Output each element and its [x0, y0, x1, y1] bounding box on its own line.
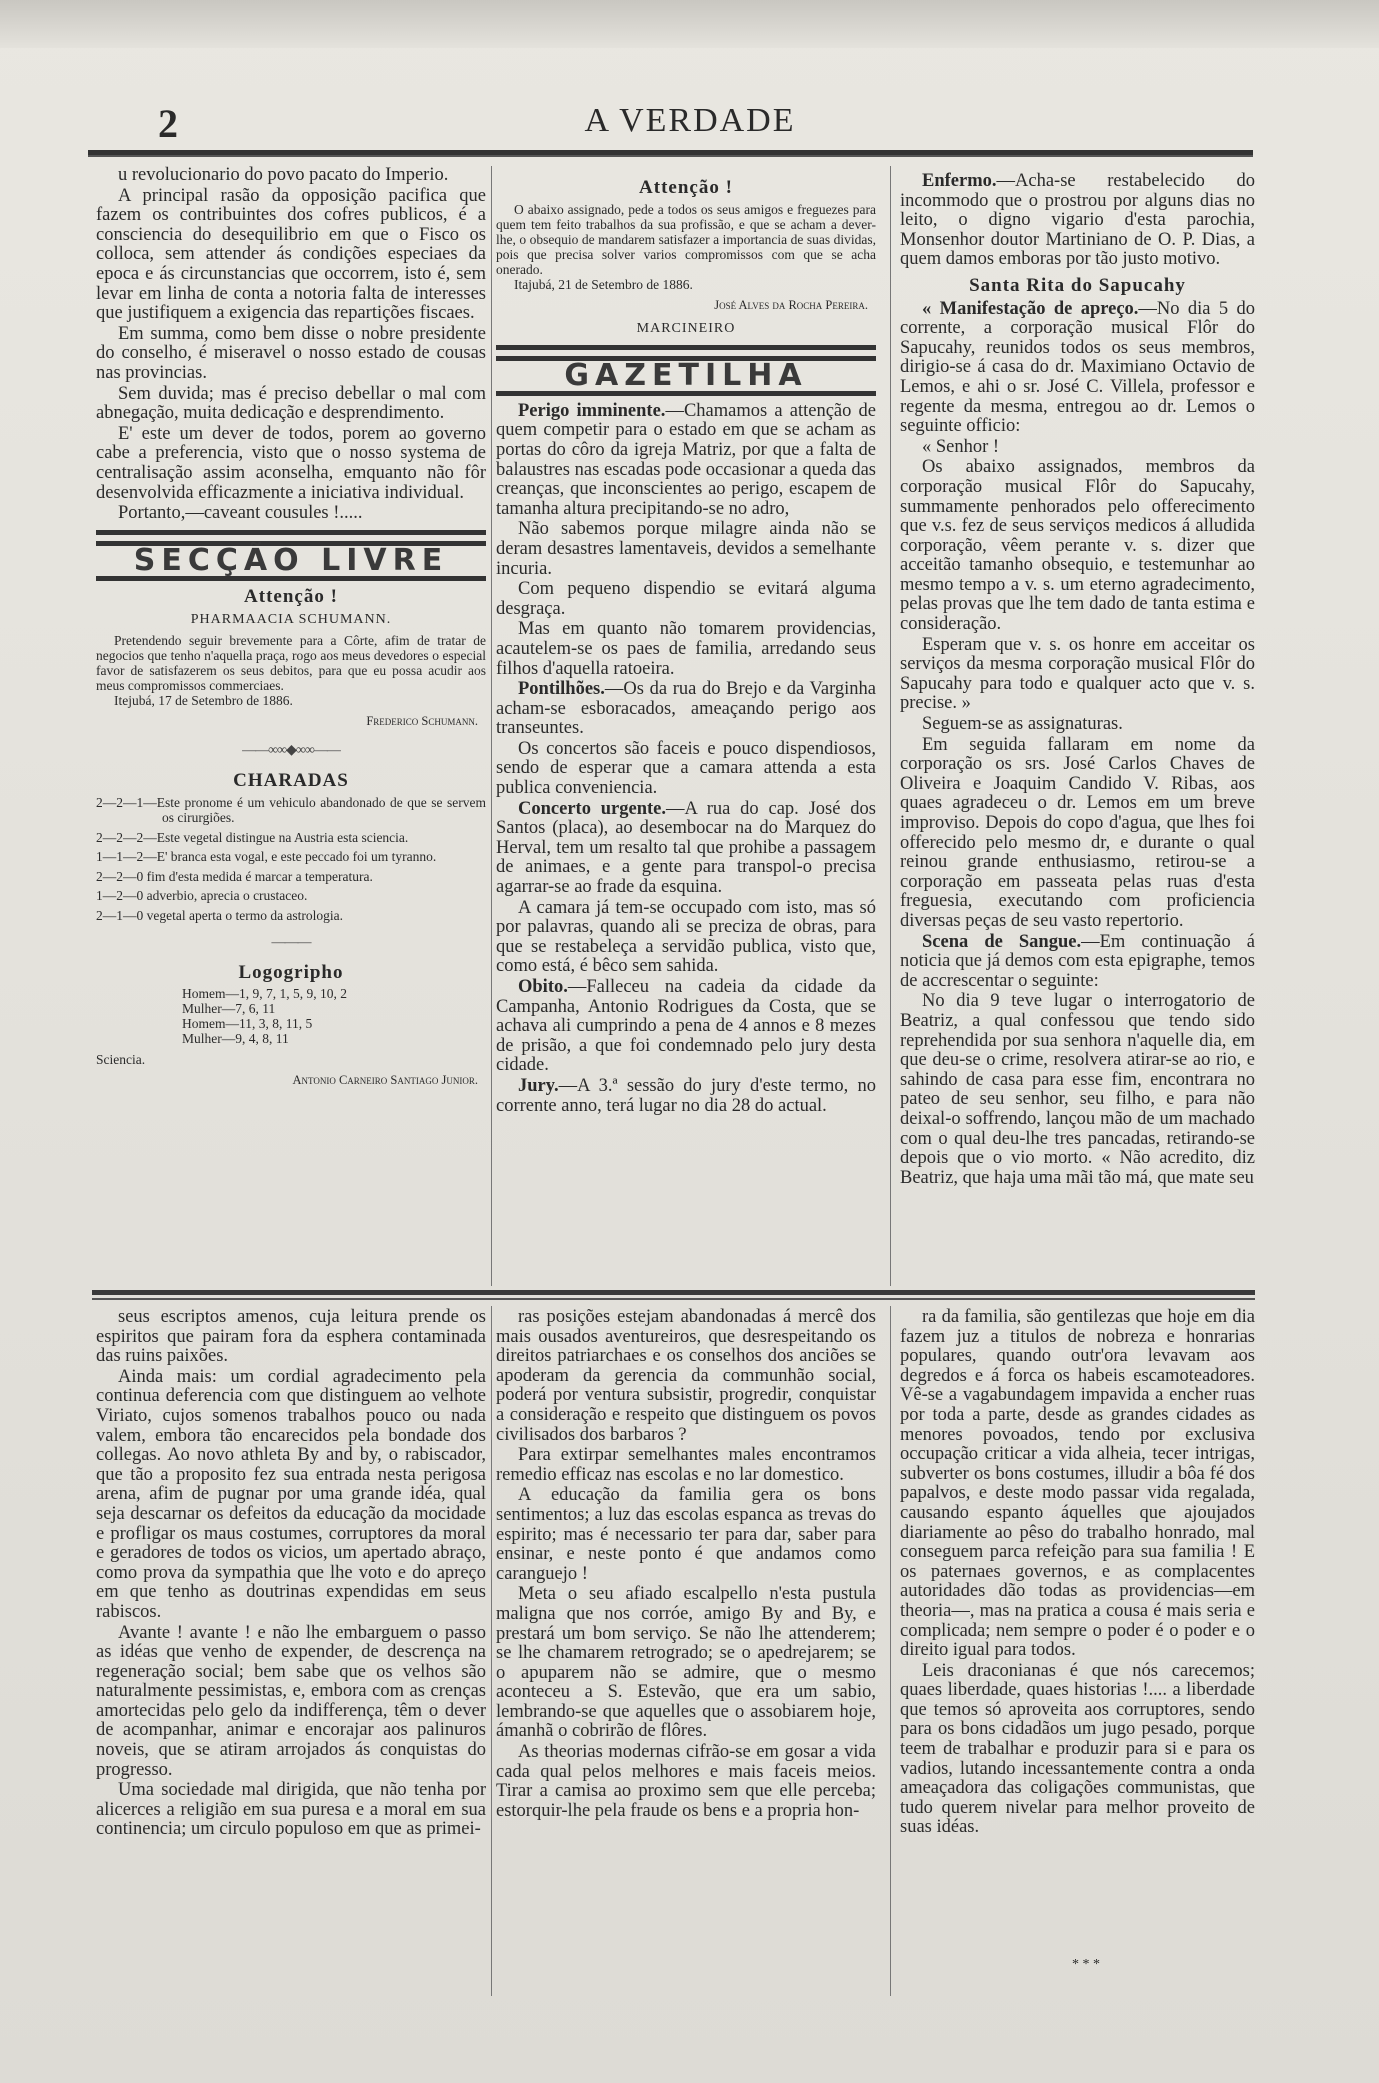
item-text: No dia 9 teve lugar o interrogatorio de Beatriz, a qual confessou que tendo sido reprehendida por sua senhora n'aquelle dia, em que deu-se o crime, resolvera atirar-se ao rio, e sahindo de casa para esse fim, encontrara no pateo de seu senhor, seu filho, e para não deixal-o soffrendo, lançou mão de um machado com o qual deu-lhe tres pancadas, retirando-se depois que o vio morto. « Não acredito, diz Beatriz, que haja uma mãi tão má, que mate seu: [900, 991, 1255, 1188]
news-item: [900, 458, 1255, 634]
paragraph: A educação da familia gera os bons sentimentos; a luz das escolas espanca as trevas do espirito; mas é necessario ter para dar, saber para ensinar, e neste ponto é que andamos como caranguejo !: [496, 1485, 876, 1584]
notice-text: Pretendendo seguir brevemente para a Côrte, afim de tratar de negocios que tenho n'aquella praça, rogo aos meus devedores o especial favor de satisfazerem os seus debitos, para que eu possa acudir aos meus compromissos commerciaes.: [96, 632, 486, 693]
logogripho-line: Mulher—9, 4, 8, 11: [182, 1031, 289, 1047]
news-item: [900, 636, 1255, 714]
paragraph: Ainda mais: um cordial agradecimento pela continua deferencia com que distinguem ao velhote Viriato, cujos somenos trabalhos pouco ou nada valem, embora tão encarecidos pela bondade dos collegas. Ao novo athleta By and by, o rabiscador, que tão a proposito fez sua entrada nesta perigosa arena, afim de pugnar por uma grande idéa, qual seja descarnar os defeitos da educação da mocidade e profligar os maus costumes, corruptores da moral e geradores de todos os vicios, um apertado abraço, como prova da sympathia que lhe voto e do apreço em que tenho as doutrinas expendidas em seus rabiscos.: [96, 1366, 486, 1622]
news-item: [900, 933, 1255, 992]
news-item: [900, 300, 1255, 437]
news-item: [496, 740, 876, 799]
charada-item: 2—2—1—Este pronome é um vehiculo abandonado de que se servem os cirurgiões.: [96, 794, 486, 826]
paragraph: A principal rasão da opposição pacifica que fazem os contribuintes dos cofres publicos, é a consciencia do desequilibrio em que o Fisco os colloca, sem attender ás condições especiaes da epoca e ás circunstancias que occorrem, isto é, sem levar em linha de conta a notoria falta de interesses que justifiquem a exigencia das repartições fiscaes.: [96, 185, 486, 324]
notice-signature: Frederico Schumann.: [366, 713, 478, 728]
paragraph: Para extirpar semelhantes males encontramos remedio efficaz nas escolas e no lar domestico.: [496, 1445, 876, 1485]
item-text: —Falleceu na cadeia da cidade da Campanha, Antonio Rodrigues da Costa, que se achava ali cumprindo a pena de 4 annos e 8 mezes de prisão, a que foi condemnado pelo jury desta cidade.: [496, 977, 876, 1076]
column-divider: [890, 166, 891, 1286]
item-text: —Chamamos a attenção de quem competir para o estado em que se acham as portas do côro da igreja Matriz, por que a falta de balaustres nas escadas pode occasionar a queda das creanças, que inconscientes ao perigo, escapem de tamanha altura precipitando-se no adro,: [496, 400, 876, 519]
news-item: [900, 992, 1255, 1188]
column-divider: [890, 1306, 891, 1996]
masthead-rule: [88, 150, 1253, 157]
news-item: [496, 978, 876, 1076]
gazetilha-banner: GAZETILHA: [496, 356, 876, 396]
paragraph: E' este um dever de todos, porem ao governo cabe a preferencia, visto que o nosso systema de centralisação assim aconselha, emquanto não fôr desenvolvida efficazmente a iniciativa individual.: [96, 423, 486, 503]
paragraph: seus escriptos amenos, cuja leitura prende os espiritos que pairam fora da esphera contaminada das ruins paixões.: [96, 1308, 486, 1367]
paragraph: ras posições estejam abandonadas á mercê dos mais ousados aventureiros, que desrespeitando os direitos patriarchaes e os conselhos dos anciões se apoderam da gerencia da communhão social, poderá por ventura subsistir, progredir, conquistar a consideração e respeito que distinguem os povos civilisados dos barbaros ?: [496, 1308, 876, 1445]
item-text: Não sabemos porque milagre ainda não se deram desastres lamentaveis, devidos a semelhante incuria.: [496, 519, 876, 579]
charada-item: 2—2—0 fim d'esta medida é marcar a temperatura.: [96, 868, 373, 884]
gazetilha-items: [496, 402, 876, 1116]
item-text: Mas em quanto não tomarem providencias, acautelem-se os paes de familia, arredando seus filhos d'aquella ratoeira.: [496, 619, 876, 679]
logogripho-title: Logogripho: [238, 961, 344, 983]
section-title: Santa Rita do Sapucahy: [969, 274, 1186, 296]
item-text: —Os da rua do Brejo e da Varginha acham-se esboracados, ameaçando perigo aos transeuntes.: [496, 679, 876, 739]
paragraph: Meta o seu afiado escalpello n'esta pustula maligna que nos corróe, amigo By and By, e prestará um bom serviço. Se não lhe attenderem; se lhe chamarem retrogrado; se o apedrejarem; se o apuparem não se admire, que o mesmo aconteceu a S. Estevão, que era um sabio, lembrando-se que aquelles que o assobiarem hoje, ámanhã o cobrirão de flôres.: [496, 1584, 876, 1742]
column-2-top: [496, 172, 876, 1284]
logogripho-answer: Sciencia.: [96, 1052, 146, 1068]
logogripho-signature: Antonio Carneiro Santiago Junior.: [292, 1073, 478, 1088]
news-item: [496, 899, 876, 977]
item-text: —Em continuação á noticia que já demos com esta epigraphe, temos de accrescentar o seguinte:: [900, 931, 1255, 991]
column-3-top: [900, 172, 1255, 1284]
news-item: [900, 736, 1255, 932]
news-item: [496, 1077, 876, 1116]
item-text: Esperam que v. s. os honre em acceitar os serviços da mesma corporação musical Flôr do Sapucahy para todo e qualquer acto que v. s. precise. »: [900, 634, 1255, 714]
scan-edge: [0, 0, 1379, 48]
item-heading: Enfermo.: [922, 172, 997, 191]
article-body: [96, 166, 486, 524]
page-number: 2: [158, 101, 178, 146]
item-heading: Pontilhões.: [518, 679, 605, 700]
news-items: [900, 300, 1255, 1189]
page-rule: [92, 1290, 1255, 1295]
item-text: « Senhor !: [922, 436, 1000, 457]
logogripho-line: Mulher—7, 6, 11: [182, 1001, 276, 1017]
paragraph: Portanto,—caveant cousules !.....: [118, 503, 363, 524]
news-item: [496, 520, 876, 579]
ornament-divider: ——∞∞◆∞∞——: [242, 743, 340, 759]
item-text: —Acha-se restabelecido do incommodo que o prostrou por alguns dias no leito, o digno vigario d'esta parochia, Monsenhor doutor Martiniano de O. P. Dias, a quem damos emboras por tão justo motivo.: [900, 172, 1255, 270]
paragraph: Uma sociedade mal dirigida, que não tenha por alicerces a religião em sua puresa e a moral em sua continencia; um circulo populoso em que as primei-: [96, 1780, 486, 1840]
page-rule: [92, 1298, 1255, 1300]
paragraph: Leis draconianas é que nós carecemos; quaes liberdade, quaes historias !.... a liberdade que temos só aproveita aos corruptores, sendo para os bons cidadãos um jugo pesado, porque teem de trabalhar e produzir para si e para os vadios, lutando incessantemente contra a onda ameaçadora das coligações communistas, que tudo querem nivelar para melhor proveito de suas idéas.: [900, 1660, 1255, 1838]
column-divider: [491, 1306, 492, 1996]
item-text: —No dia 5 do corrente, a corporação musical Flôr do Sapucahy, reunidos todos os seus membros, dirigio-se á casa do dr. Maximiano Octavio de Lemos, e ahi o sr. José C. Villela, professor e regente da mesma, entregou ao dr. Lemos o seguinte officio:: [900, 298, 1255, 437]
masthead-title: A VERDADE: [584, 102, 796, 139]
item-text: Os abaixo assignados, membros da corporação musical Flôr do Sapucahy, summamente penhorados pelo offerecimento que v.s. fez de seus serviços medicos á alludida corporação, vêem perante v. s. dizer que acceitão tamanho obsequio, e testemunhar ao mesmo tempo a v. s. um eterno agradecimento, pelas provas que lhe tem dado de tanta estima e consideração.: [900, 457, 1255, 635]
notice-role: MARCINEIRO: [636, 321, 736, 337]
notice-text: O abaixo assignado, pede a todos os seus amigos e freguezes para quem tem feito trabalhos da sua profissão, e que se acham a dever-lhe, o obsequio de mandarem satisfazer a importancia de suas dividas, pois que precisa solver varios compromissos com que se acha onerado.: [496, 201, 876, 277]
item-text: Os concertos são faceis e pouco dispendiosos, sendo de esperar que a camara attenda a esta publica conveniencia.: [496, 738, 876, 799]
paragraph: Em summa, como bem disse o nobre presidente do conselho, é miseravel o nosso estado de cousas nas provincias.: [96, 323, 486, 383]
item-heading: Perigo imminente.: [518, 400, 666, 421]
closing-stars: * * *: [1072, 1957, 1100, 1972]
paragraph: ra da familia, são gentilezas que hoje em dia fazem juz a titulos de nobreza e honrarias populares, quando outr'ora levavam aos degredos e á forca os habeis escamoteadores. Vê-se a vagabundagem impavida a encher ruas por toda a parte, desde as grandes cidades as menores povoados, tendo por exclusiva occupação criticar a vida alheia, tecer intrigas, subverter os bons costumes, illudir a bôa fé dos papalvos, e deste modo passar vida regalada, causando espanto áquelles que ajoujados diariamente ao pêso do trabalho honrado, mal conseguem parca refeição para sua familia ! E os paternaes governos, e as complacentes autoridades dão todas as providencias—em theoria—, mas na pratica a cousa é mais seria e complicada; nem sempre o poder é o poder e o direito igual para todos.: [900, 1308, 1255, 1661]
charada-item: 2—1—0 vegetal aperta o termo da astrologia.: [96, 907, 344, 923]
notice-signature: José Alves da Rocha Pereira.: [714, 297, 868, 312]
item-heading: « Manifestação de apreço.: [922, 298, 1139, 319]
notice-title: Attenção !: [244, 585, 338, 607]
item-heading: Scena de Sangue.: [922, 931, 1082, 952]
logogripho-lines: [96, 986, 486, 1046]
notice-date: Itejubá, 17 de Setembro de 1886.: [114, 692, 293, 708]
item-text: Com pequeno dispendio se evitará alguma desgraça.: [496, 579, 876, 619]
ornament-divider: ———: [271, 935, 311, 951]
column-2-bottom: [496, 1308, 876, 1988]
paragraph: Sem duvida; mas é preciso debellar o mal com abnegação, muita dedicação e desprendimento.: [96, 383, 486, 424]
paragraph: u revolucionario do povo pacato do Imperio.: [118, 166, 449, 185]
column-1-top: [96, 166, 486, 1284]
section-rule: [96, 530, 486, 535]
item-text: A camara já tem-se occupado com isto, mas só por palavras, quando ali se preciza de obras, para que se restabeleça a servidão publica, visto que, como está, é bêco sem sahida.: [496, 897, 876, 977]
paragraph: Avante ! avante ! e não lhe embarguem o passo as idéas que venho de expender, de descrença na regeneração social; bem sabe que os velhos são naturalmente pessimistas, e, embora com as crenças amortecidas pelo gelo da indifferença, têm o dever de acompanhar, animar e encorajar aos palinuros noveis, que se atiram arrojados ás conquistas do progresso.: [96, 1622, 486, 1780]
news-item: [900, 438, 1255, 458]
news-item: [496, 680, 876, 739]
charadas-title: CHARADAS: [233, 770, 349, 792]
item-heading: Jury.: [518, 1075, 559, 1096]
paragraph: As theorias modernas cifrão-se em gosar a vida cada qual pelos melhores e mais faceis meios. Tirar a camisa ao proximo sem que elle perceba; estorquir-lhe pela fraude os bens e a propria hon-: [496, 1742, 876, 1821]
news-item: [900, 715, 1255, 735]
item-text: —A 3.ª sessão do jury d'este termo, no corrente anno, terá lugar no dia 28 do actual.: [496, 1075, 876, 1116]
item-heading: Obito.: [518, 977, 568, 997]
charada-item: 2—2—2—Este vegetal distingue na Austria esta sciencia.: [96, 829, 409, 845]
logogripho-line: Homem—11, 3, 8, 11, 5: [182, 1016, 313, 1032]
news-items: [900, 172, 1255, 270]
item-heading: Concerto urgente.: [518, 798, 667, 819]
item-text: Seguem-se as assignaturas.: [922, 714, 1123, 735]
news-item: [496, 620, 876, 679]
news-item: [496, 580, 876, 619]
notice-subtitle: PHARMAACIA SCHUMANN.: [190, 612, 392, 628]
charada-item: 1—2—0 adverbio, aprecia o crustaceo.: [96, 888, 308, 904]
news-item: [900, 172, 1255, 270]
item-text: —A rua do cap. José dos Santos (placa), ao desembocar na do Marquez do Herval, tem um resalto tal que prohibe a passagem de animaes, e a gente para transpol-o precisa agarrar-se ao frade da esquina.: [496, 798, 876, 898]
section-rule: [496, 345, 876, 350]
section-banner: SECÇÃO LIVRE: [96, 541, 486, 581]
column-divider: [491, 166, 492, 1286]
notice-title: Attenção !: [639, 177, 733, 198]
charada-item: 1—1—2—E' branca esta vogal, e este peccado foi um tyranno.: [96, 849, 437, 865]
item-text: Em seguida fallaram em nome da corporação os srs. José Carlos Chaves de Oliveira e Joaquim Candido V. Ribas, aos quaes agradeceu o dr. Lemos em um breve improviso. Depois do copo d'agua, que lhes foi offerecido pelo mesmo dr, e durante o qual reinou grande enthusiasmo, retirou-se a corporação em passeata pelas ruas d'esta freguesia, executando com proficiencia diversas peças de seu vasto repertorio.: [900, 734, 1255, 931]
logogripho-line: Homem—1, 9, 7, 1, 5, 9, 10, 2: [182, 986, 347, 1002]
column-1-bottom: [96, 1308, 486, 1988]
charadas-list: [96, 795, 486, 924]
news-item: [496, 402, 876, 520]
column-3-bottom: [900, 1308, 1255, 1958]
news-item: [496, 800, 876, 898]
notice-date: Itajubá, 21 de Setembro de 1886.: [514, 276, 693, 292]
